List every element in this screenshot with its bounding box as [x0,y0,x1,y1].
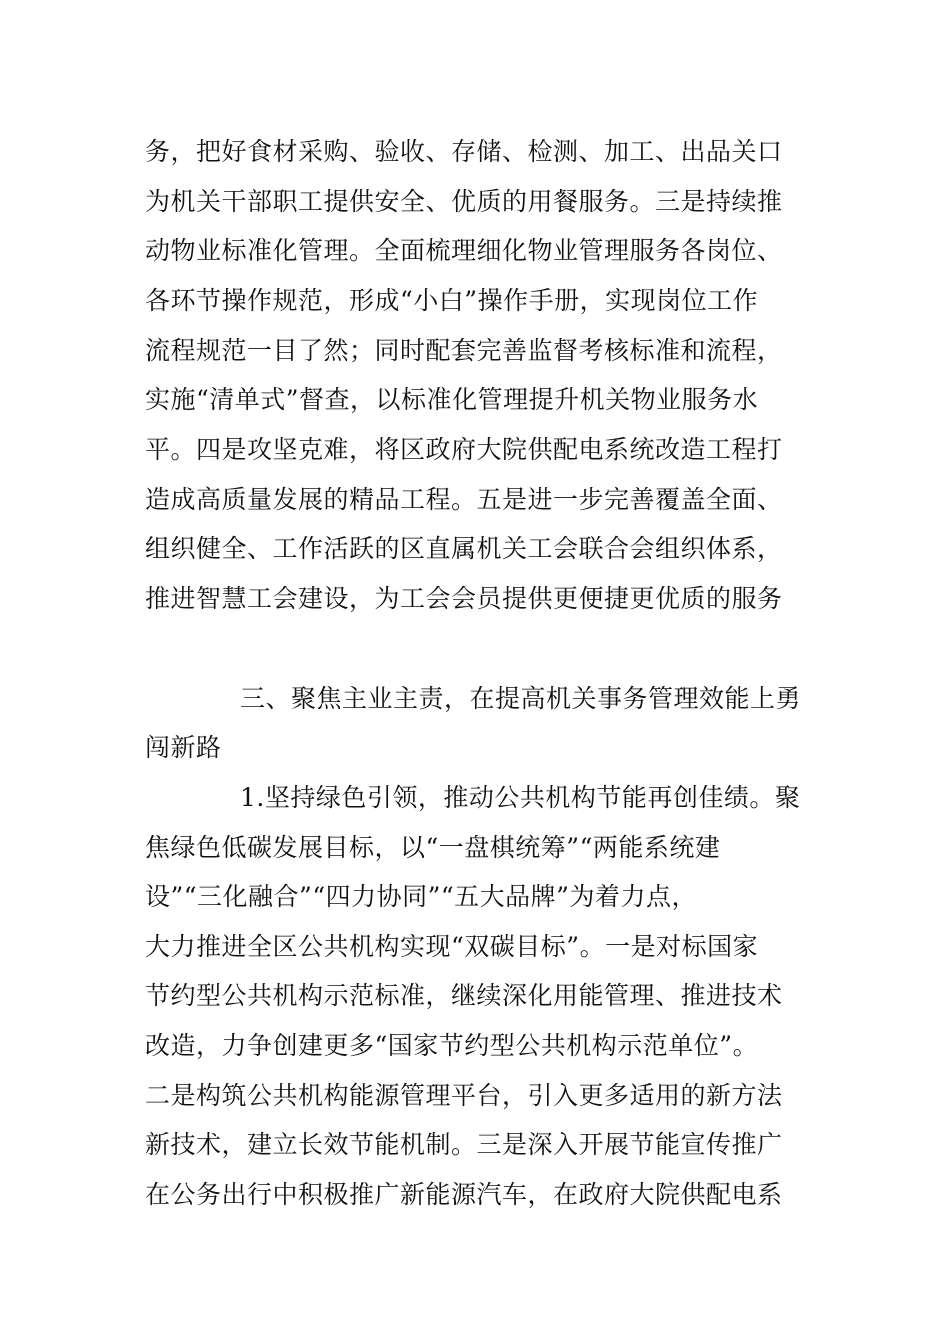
text-line: 动物业标准化管理。全面梳理细化物业管理服务各岗位、 [145,236,783,265]
text-line: 流程规范一目了然；同时配套完善监督考核标准和流程， [145,336,783,365]
text-line: 为机关干部职工提供安全、优质的用餐服务。三是持续推 [145,187,783,216]
text-line: 1.坚持绿色引领，推动公共机构节能再创佳绩。聚 [240,783,801,812]
text-line: 设”“三化融合”“四力协同”“五大品牌”为着力点， [145,882,697,911]
text-line: 改造，力争创建更多“国家节约型公共机构示范单位”。 [145,1031,759,1060]
text-line: 组织健全、工作活跃的区直属机关工会联合会组织体系， [145,534,783,563]
text-line: 焦绿色低碳发展目标，以“一盘棋统筹”“两能系统建 [145,833,721,862]
text-line: 造成高质量发展的精品工程。五是进一步完善覆盖全面、 [145,485,783,514]
text-line: 新技术，建立长效节能机制。三是深入开展节能宣传推广 [145,1130,783,1159]
section-heading-continued: 闯新路 [145,733,222,762]
text-line: 在公务出行中积极推广新能源汽车，在政府大院供配电系 [145,1180,783,1209]
section-heading: 三、聚焦主业主责，在提高机关事务管理效能上勇 [240,684,802,713]
text-line: 平。四是攻坚克难，将区政府大院供配电系统改造工程打 [145,435,783,464]
text-line: 实施“清单式”督查，以标准化管理提升机关物业服务水 [145,385,759,414]
text-line: 节约型公共机构示范标准，继续深化用能管理、推进技术 [145,981,783,1010]
text-line: 各环节操作规范，形成“小白”操作手册，实现岗位工作 [145,286,759,315]
text-line: 大力推进全区公共机构实现“双碳目标”。一是对标国家 [145,932,759,961]
text-line: 二是构筑公共机构能源管理平台，引入更多适用的新方法 [145,1081,783,1110]
text-line: 务，把好食材采购、验收、存储、检测、加工、出品关口 [145,137,783,166]
text-line: 推进智慧工会建设，为工会会员提供更便捷更优质的服务 [145,584,783,613]
